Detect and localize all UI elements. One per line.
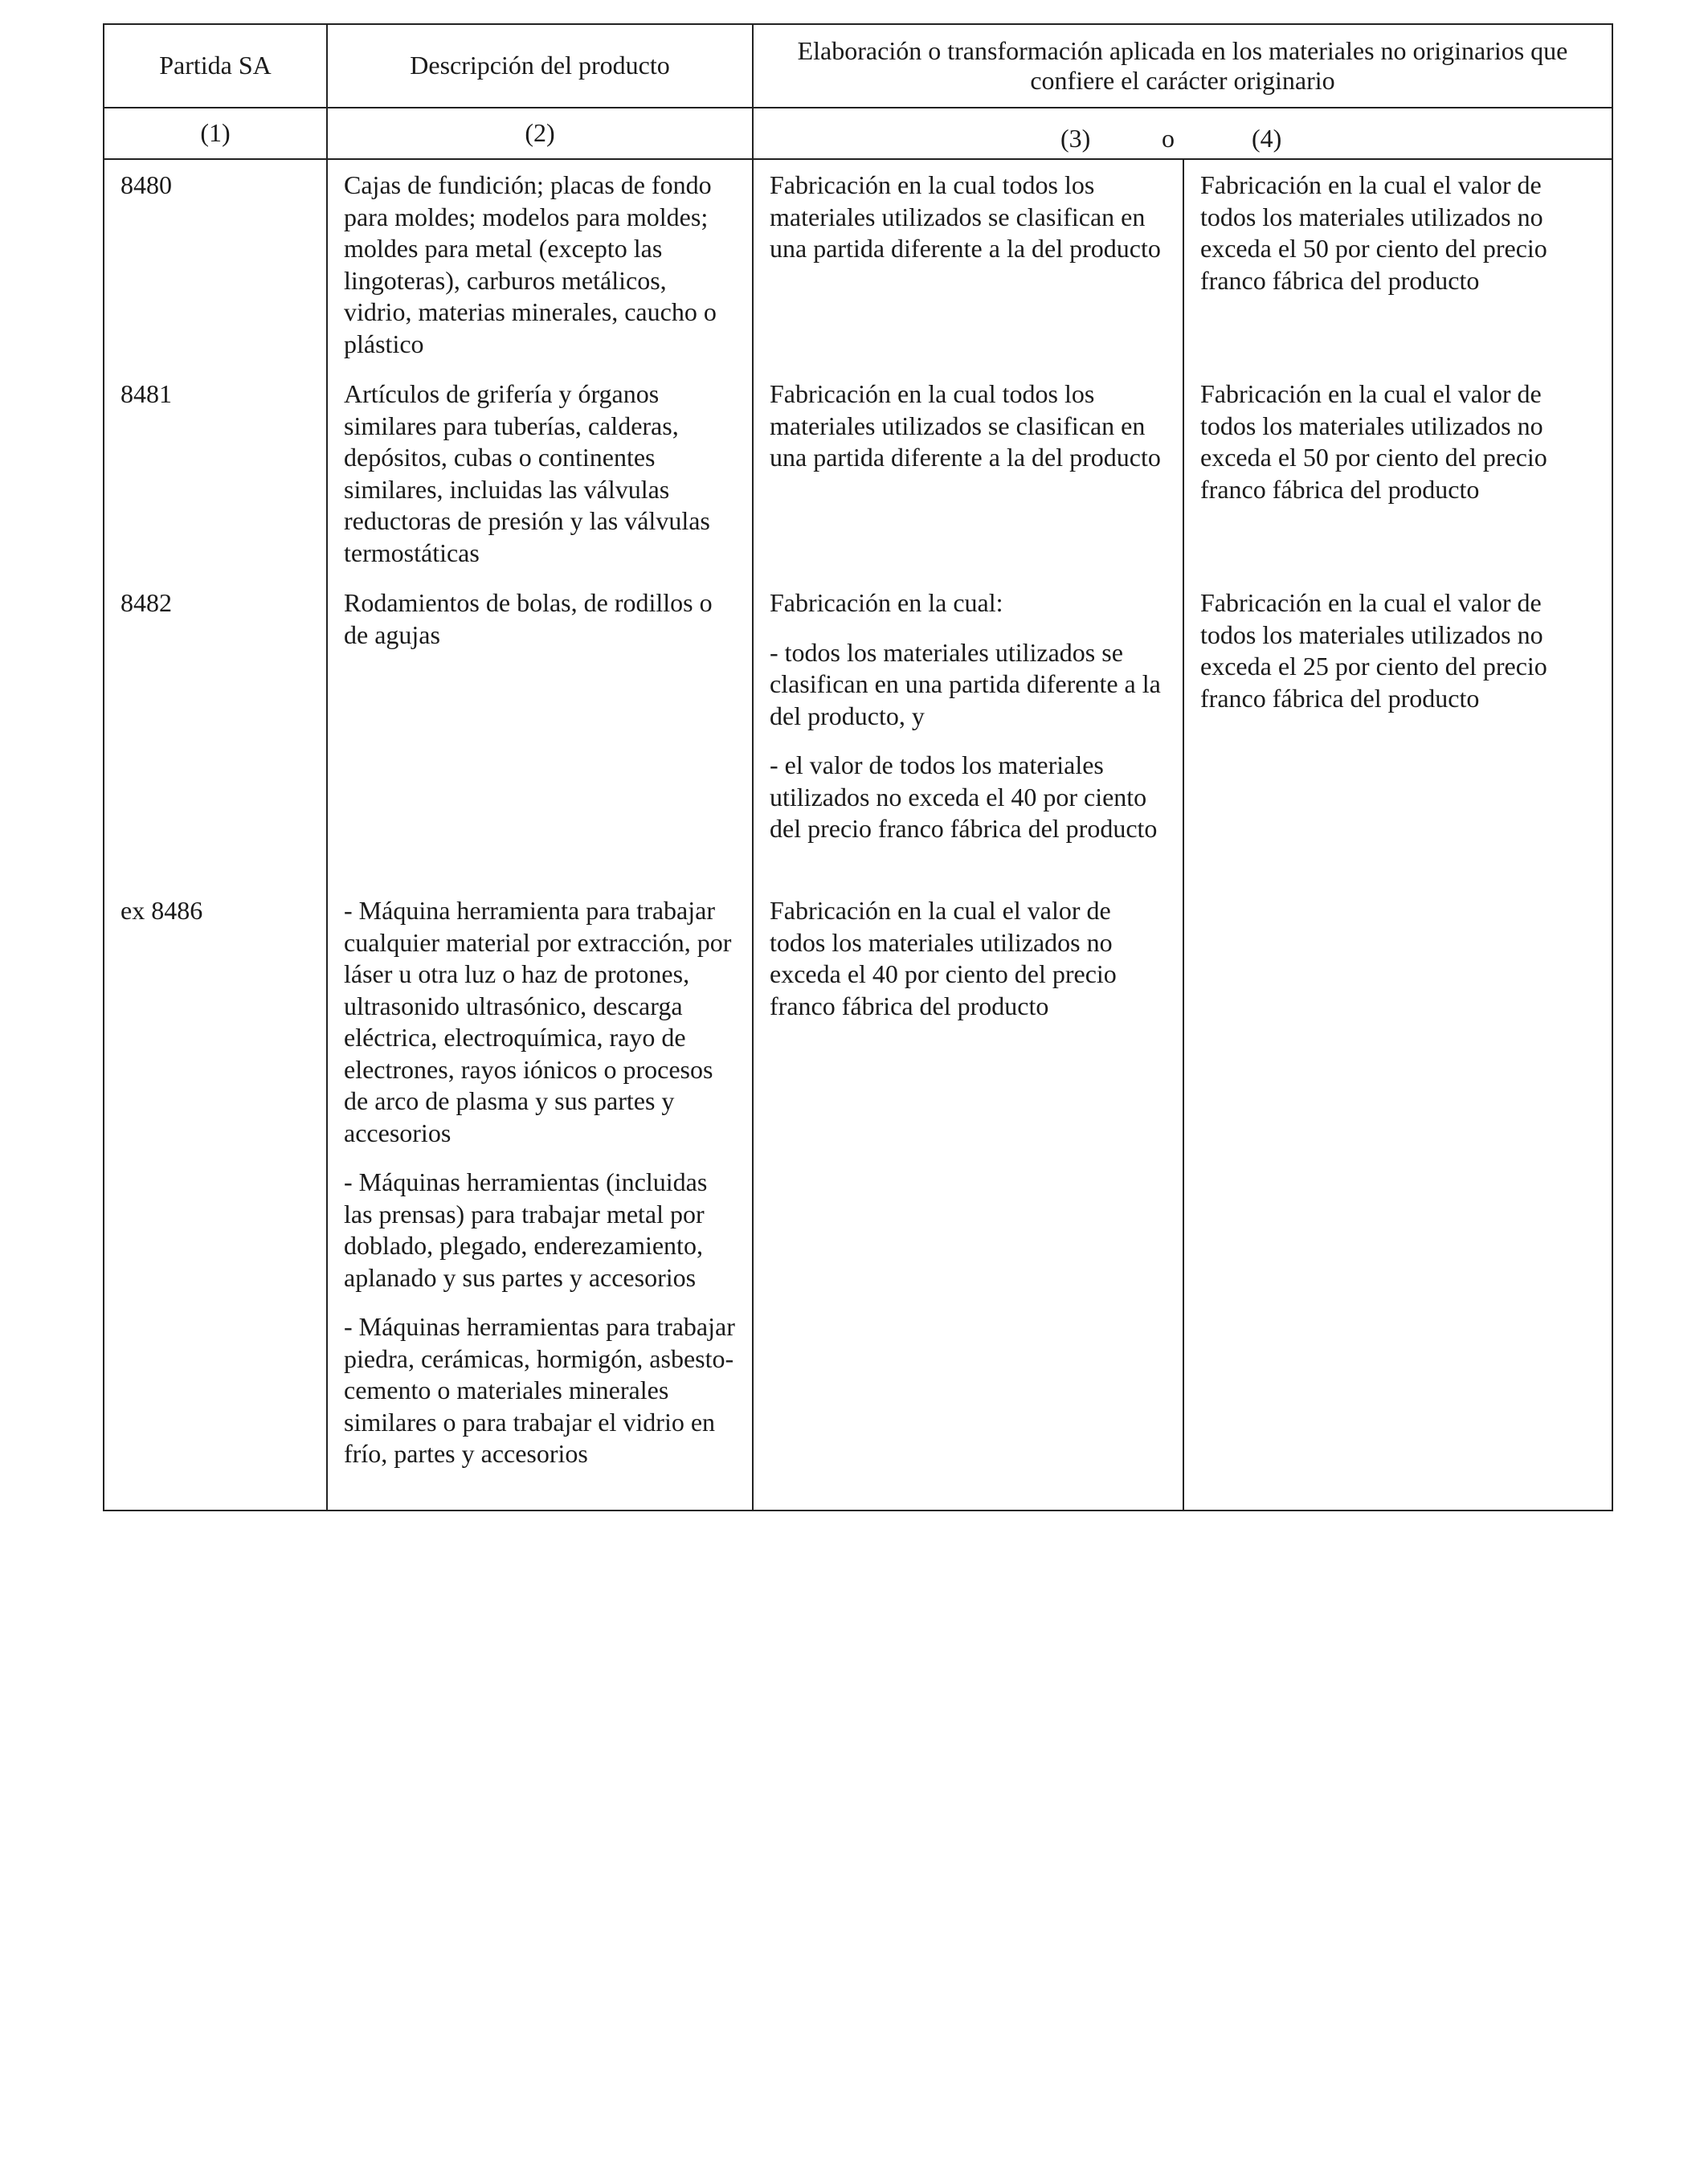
table-row-description: Artículos de grifería y órganos similares para tuberías, calderas, depósitos, cubas o continentes similares, incluidas las válvulas reductoras de presión y las válvulas termostáticas xyxy=(344,379,710,567)
table-row-description: - Máquina herramienta para trabajar cualquier material por extracción, por láser u otra luz o haz de protones, ultrasonido ultrasónico, descarga eléctrica, electroquímica, rayo de electrones, rayos iónicos o procesos de arco de plasma y sus partes y accesorios - Máquinas herramientas (incluidas las prensas) para trabajar metal por doblado, plegado, enderezamiento, aplanado y sus partes y accesorios - Máquinas herramientas para trabajar piedra, cerámicas, hormigón, asbesto-cemento o materiales minerales similares o para trabajar el vidrio en frío, partes y accesorios xyxy=(344,896,735,1468)
subheader-or: o xyxy=(1162,124,1175,153)
table-row-rule-3: Fabricación en la cual el valor de todos los materiales utilizados no exceda el 40 por ciento del precio franco fábrica del producto xyxy=(770,896,1117,1020)
table-row-rule-4: Fabricación en la cual el valor de todos los materiales utilizados no exceda el 25 por ciento del precio franco fábrica del producto xyxy=(1200,588,1547,713)
subheader-divider xyxy=(104,158,1612,160)
subheader-4: (4) xyxy=(1252,124,1282,153)
subheader-2: (2) xyxy=(525,118,555,148)
table-row-code: 8482 xyxy=(121,588,172,617)
table-row-rule-3: Fabricación en la cual: - todos los materiales utilizados se clasifican en una partida diferente a la del producto, y - el valor de todos los materiales utilizados no exceda el 40 por ciento del precio franco fábrica del producto xyxy=(770,588,1161,843)
table-row-description: Rodamientos de bolas, de rodillos o de agujas xyxy=(344,588,713,649)
table-row-code: 8481 xyxy=(121,379,172,408)
table-row-rule-4: Fabricación en la cual el valor de todos los materiales utilizados no exceda el 50 por ciento del precio franco fábrica del producto xyxy=(1200,379,1547,504)
subheader-3: (3) xyxy=(1060,124,1091,153)
table-row-rule-3: Fabricación en la cual todos los materiales utilizados se clasifican en una partida diferente a la del producto xyxy=(770,379,1161,472)
table-row-description: Cajas de fundición; placas de fondo para moldes; modelos para moldes; moldes para metal (excepto las lingoteras), carburos metálicos, vidrio, materias minerales, caucho o plástico xyxy=(344,170,717,358)
header-descripcion xyxy=(328,25,752,107)
table-row-code: 8480 xyxy=(121,170,172,199)
col-divider-3 xyxy=(1183,160,1184,1510)
header-elaboracion xyxy=(754,25,1612,107)
header-partida-sa xyxy=(104,25,326,107)
rules-of-origin-table xyxy=(103,23,1613,1511)
subheader-1: (1) xyxy=(200,118,231,148)
table-row-rule-3: Fabricación en la cual todos los materiales utilizados se clasifican en una partida diferente a la del producto xyxy=(770,170,1161,263)
table-row-code: ex 8486 xyxy=(121,896,203,925)
header-elaboracion-text: Elaboración o transformación aplicada en los materiales no originarios que confiere el carácter originario xyxy=(797,36,1568,95)
header-descripcion-text: Descripción del producto xyxy=(410,51,670,80)
header-partida-sa-text: Partida SA xyxy=(159,51,272,80)
table-row-rule-4: Fabricación en la cual el valor de todos los materiales utilizados no exceda el 50 por ciento del precio franco fábrica del producto xyxy=(1200,170,1547,295)
